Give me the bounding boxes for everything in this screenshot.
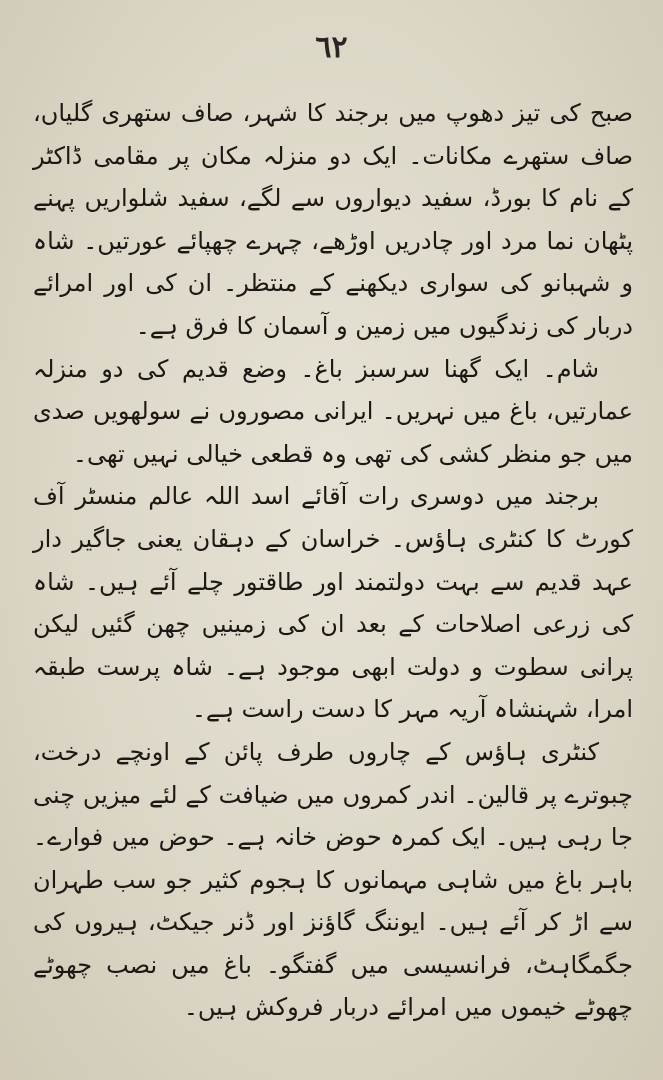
paragraph-evening-garden: شام۔ ایک گھنا سرسبز باغ۔ وضع قدیم کی دو منزلہ عمارتیں، باغ میں نہریں۔ ایرانی مصوروں نے سولھویں صدی میں جو منظر کشی کی تھی وہ قطعی خیالی نہیں تھی۔: [33, 354, 633, 468]
paragraph-party-guests: کنٹری ہاؤس کے چاروں طرف پائن کے اونچے درخت، چبوترے پر قالین۔ اندر کمروں میں ضیافت کے لئے میزیں چنی جا رہی ہیں۔ ایک کمرہ حوض خانہ ہے۔ حوض میں فوارے۔ باہر باغ میں شاہی مہمانوں کا ہجوم کثیر جو سب طہران سے اڑ کر آئے ہیں۔ ایوننگ گاؤنز اور ڈنر جیکٹ، ہیروں کی جگمگاہٹ، فرانسیسی میں گفتگو۔ باغ میں نصب چھوٹے چھوٹے خیموں میں امرائے دربار فروکش ہیں۔: [33, 737, 633, 1022]
page-number: ٦٢: [315, 30, 348, 65]
body-text: [33, 92, 633, 1029]
paragraph-morning-birjand: صبح کی تیز دھوپ میں برجند کا شہر، صاف ستھری گلیاں، صاف ستھرے مکانات۔ ایک دو منزلہ مکان پر مقامی ڈاکٹر کے نام کا بورڈ، سفید دیواروں سے لگے، سفید شلواریں پہنے پٹھان نما مرد اور چادریں اوڑھے، چہرے چھپائے عورتیں۔ شاہ و شہبانو کی سواری دیکھنے کے منتظر۔ ان کی اور امرائے دربار کی زندگیوں میں زمین و آسمان کا فرق ہے۔: [33, 99, 633, 340]
paragraph-country-house: برجند میں دوسری رات آقائے اسد اللہ عالم منسٹر آف کورٹ کا کنٹری ہاؤس۔ خراسان کے دہقان یعنی جاگیر دار عہد قدیم سے بہت دولتمند اور طاقتور چلے آئے ہیں۔ شاہ کی زرعی اصلاحات کے بعد ان کی زمینیں چھن گئیں لیکن پرانی سطوت و دولت ابھی موجود ہے۔ شاہ پرست طبقہ امرا، شہنشاہ آریہ مہر کا دست راست ہے۔: [33, 482, 633, 724]
